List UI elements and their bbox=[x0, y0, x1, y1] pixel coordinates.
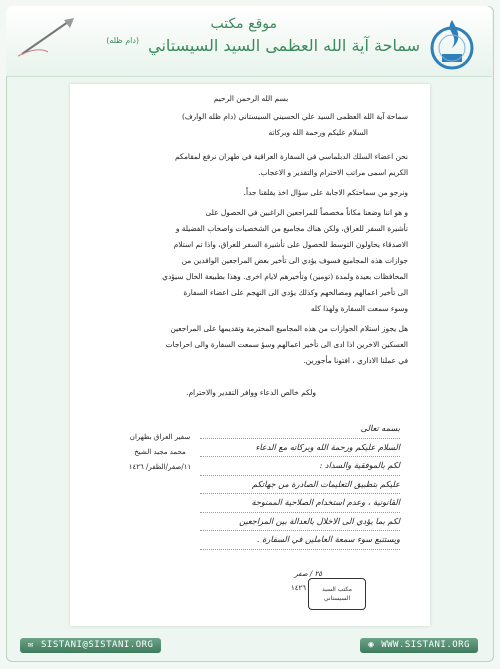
sender-signature-block bbox=[100, 430, 220, 475]
letter-line: جوازات هذه المجاميع فسوف يؤدي الى تأخير بعض المراجعين الوافدين من bbox=[181, 256, 408, 265]
seal-text: مكتب السيد السيستاني bbox=[322, 586, 352, 602]
site-header bbox=[6, 6, 492, 77]
website-text: WWW.SISTANI.ORG bbox=[381, 640, 470, 650]
letter-line: العسكين الاخرين اذا ادى الى تأخير اعمالهم وسؤ سمعت السفارة والى احراجات bbox=[165, 340, 408, 349]
reply-line: القانونية ، وعدم استخدام الصلاحية الممنوحة bbox=[200, 494, 400, 513]
email-link[interactable] bbox=[20, 638, 161, 653]
reply-date: ٢٥ / صفر bbox=[294, 570, 322, 578]
reply-line: ويستتبع سوء سمعة العاملين في السفارة . bbox=[200, 531, 400, 550]
office-title bbox=[106, 36, 420, 55]
letter-closing: ولكم خالص الدعاء ووافر التقدير والاحترام. bbox=[186, 388, 316, 397]
letter-line: هل يجوز استلام الجوازات من هذه المجاميع المحترمة وتقديمها على المراجعين bbox=[170, 324, 408, 333]
reply-number: ١٤٢٦ bbox=[290, 584, 306, 592]
letter-line: الى تأخير اعمالهم ومصالحهم وكذلك يؤدي الى التهجم على اعضاء السفارة bbox=[183, 288, 408, 297]
letter-line: سماحة آية الله العظمى السيد علي الحسيني السيستاني (دام ظله الوارف) bbox=[181, 112, 408, 121]
honorific: (دام ظله) bbox=[106, 36, 140, 45]
letter-line: ونرجو من سماحتكم الاجابة على سؤال اخذ يقلقنا جداً. bbox=[243, 188, 408, 197]
globe-icon: ◉ bbox=[368, 640, 375, 650]
reply-line: بسمه تعالى bbox=[200, 420, 400, 439]
reply-line: السلام عليكم ورحمة الله وبركاته مع الدعاء bbox=[200, 439, 400, 458]
quill-pen-icon bbox=[18, 16, 78, 58]
basmala: بسم الله الرحمن الرحيم bbox=[213, 94, 289, 103]
letter-document bbox=[70, 84, 430, 626]
email-text: SISTANI@SISTANI.ORG bbox=[41, 640, 154, 650]
letter-line: تأشيرة السفر للعراق، ولكن هناك مجاميع من الشخصيات واصحاب الفضيلة و bbox=[175, 224, 408, 233]
reply-line: عليكم بتطبيق التعليمات الصادرة من جهاتكم bbox=[200, 476, 400, 495]
reply-line: لكم بما يؤدي الى الاخلال بالعدالة بين المراجعين bbox=[200, 513, 400, 532]
letter-line: في عملنا الاداري ، افتونا مأجورين. bbox=[303, 356, 408, 365]
mail-icon: ✉ bbox=[28, 640, 34, 650]
letter-line: وسوء سمعت السفارة ولهذا كله bbox=[310, 304, 408, 313]
sender-date: ١١/صفر/الظفر/ ١٤٢٦ bbox=[128, 463, 192, 471]
letter-line: الكريم اسمى مراتب الاحترام والتقدير و الاعجاب. bbox=[258, 168, 408, 177]
sender-title: سفير العراق بطهران bbox=[129, 433, 191, 441]
letter-line: السلام عليكم ورحمة الله وبركاته bbox=[268, 128, 368, 137]
website-link[interactable] bbox=[360, 638, 478, 653]
sender-name: محمد مجيد الشيخ bbox=[134, 448, 186, 456]
letter-line: الاصدقاء يحاولون التوسط للحصول على تأشيرة السفر للعراق، واذا تم استلام bbox=[173, 240, 408, 249]
letter-line: المحافظات بعيدة ولمدة (تومين) وتأخيرهم لايام اخرى. وهذا بطبيعة الحال سيؤدي bbox=[162, 272, 408, 281]
reply-line: لكم بالموفقية والسداد : bbox=[200, 457, 400, 476]
site-footer bbox=[6, 632, 492, 660]
reply-handwriting bbox=[200, 420, 400, 550]
site-title: موقع مكتب bbox=[210, 16, 277, 32]
office-seal bbox=[308, 578, 366, 610]
letter-line: و هو اننا وضعنا مكاناً مخصصاً للمراجعين الراغبين في الحصول على bbox=[205, 208, 408, 217]
letter-line: نحن اعضاء السلك الدبلماسي في السفارة العراقية في طهران نرفع لمقامكم bbox=[174, 152, 408, 161]
sistani-logo-icon bbox=[426, 14, 478, 72]
office-title-text: سماحة آية الله العظمى السيد السيستاني bbox=[148, 36, 420, 55]
